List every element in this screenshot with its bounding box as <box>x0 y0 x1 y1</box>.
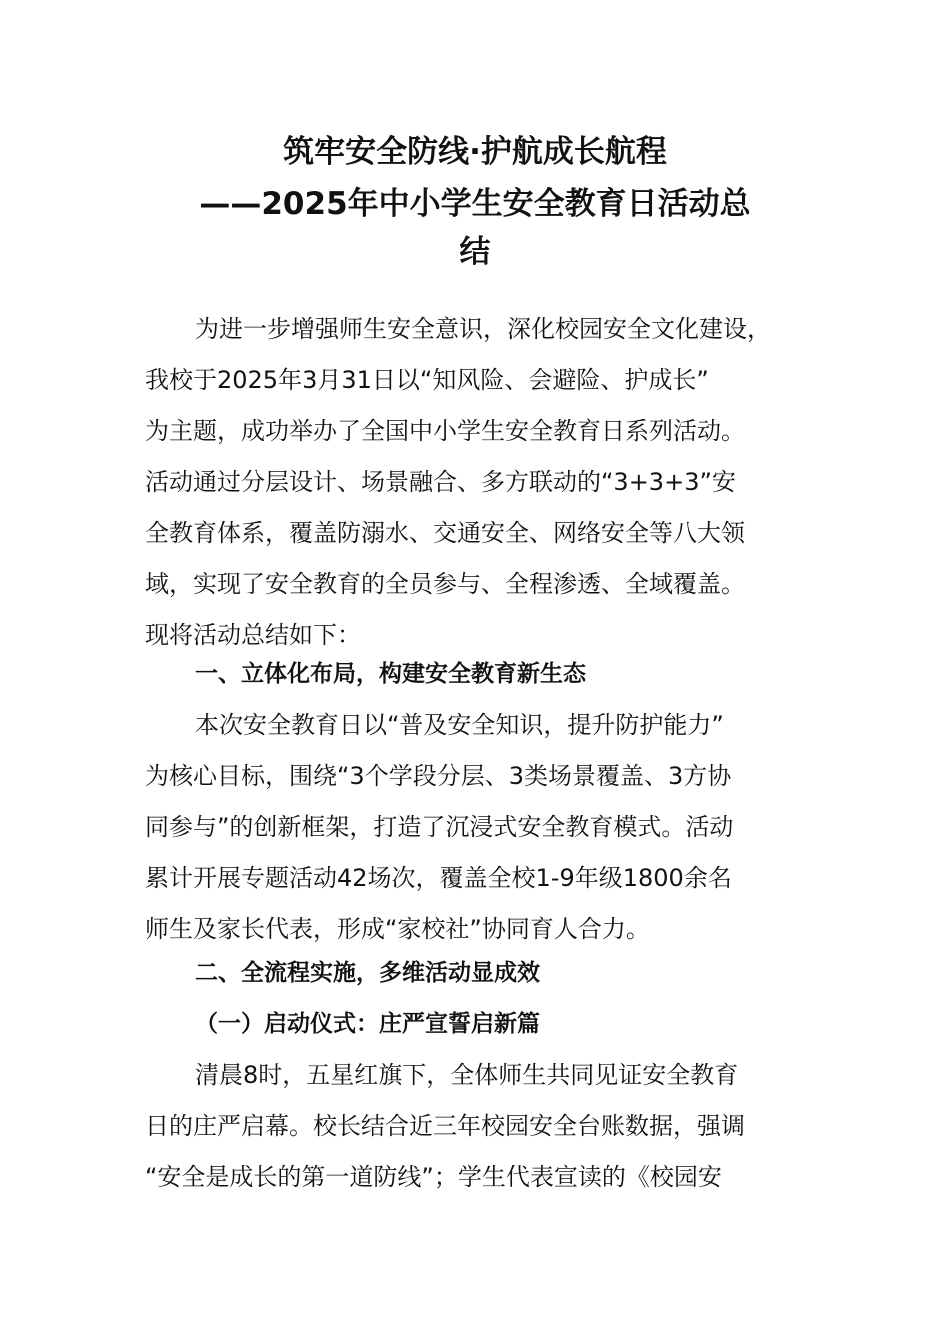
paragraph-line: 活动通过分层设计、场景融合、多方联动的“3+3+3”安 <box>145 468 736 496</box>
paragraph-line: 我校于2025年3月31日以“知风险、会避险、护成长” <box>145 366 709 394</box>
paragraph-line: 本次安全教育日以“普及安全知识，提升防护能力” <box>195 711 724 739</box>
paragraph-line: 域，实现了安全教育的全员参与、全程渗透、全域覆盖。 <box>145 570 745 598</box>
paragraph-line: 为核心目标，围绕“3个学段分层、3类场景覆盖、3方协 <box>145 762 732 790</box>
paragraph-line: 师生及家长代表，形成“家校社”协同育人合力。 <box>145 915 650 943</box>
paragraph-line: 现将活动总结如下： <box>145 621 361 649</box>
section-2 <box>145 948 825 1203</box>
section-1-heading: 一、立体化布局，构建安全教育新生态 <box>195 661 586 687</box>
paragraph-line: 日的庄严启幕。校长结合近三年校园安全台账数据，强调 <box>145 1112 745 1140</box>
paragraph-line: 清晨8时，五星红旗下，全体师生共同见证安全教育 <box>195 1061 739 1089</box>
paragraph-line: “安全是成长的第一道防线”；学生代表宣读的《校园安 <box>145 1163 722 1191</box>
document-title-line-1: 筑牢安全防线·护航成长航程 <box>283 134 667 170</box>
paragraph-line: 为进一步增强师生安全意识，深化校园安全文化建设， <box>195 315 771 343</box>
paragraph-line: 累计开展专题活动42场次，覆盖全校1-9年级1800余名 <box>145 864 732 892</box>
paragraph-line: 为主题，成功举办了全国中小学生安全教育日系列活动。 <box>145 417 745 445</box>
paragraph-line: 同参与”的创新框架，打造了沉浸式安全教育模式。活动 <box>145 813 734 841</box>
subsection-1-heading: （一）启动仪式：庄严宣誓启新篇 <box>195 1011 540 1037</box>
document-title-line-3: 结 <box>459 234 491 270</box>
intro-paragraph <box>145 304 825 661</box>
section-2-heading: 二、全流程实施，多维活动显成效 <box>195 960 540 986</box>
paragraph-line: 全教育体系，覆盖防溺水、交通安全、网络安全等八大领 <box>145 519 745 547</box>
section-1 <box>145 649 825 955</box>
document-title-line-2: ——2025年中小学生安全教育日活动总 <box>199 186 751 222</box>
